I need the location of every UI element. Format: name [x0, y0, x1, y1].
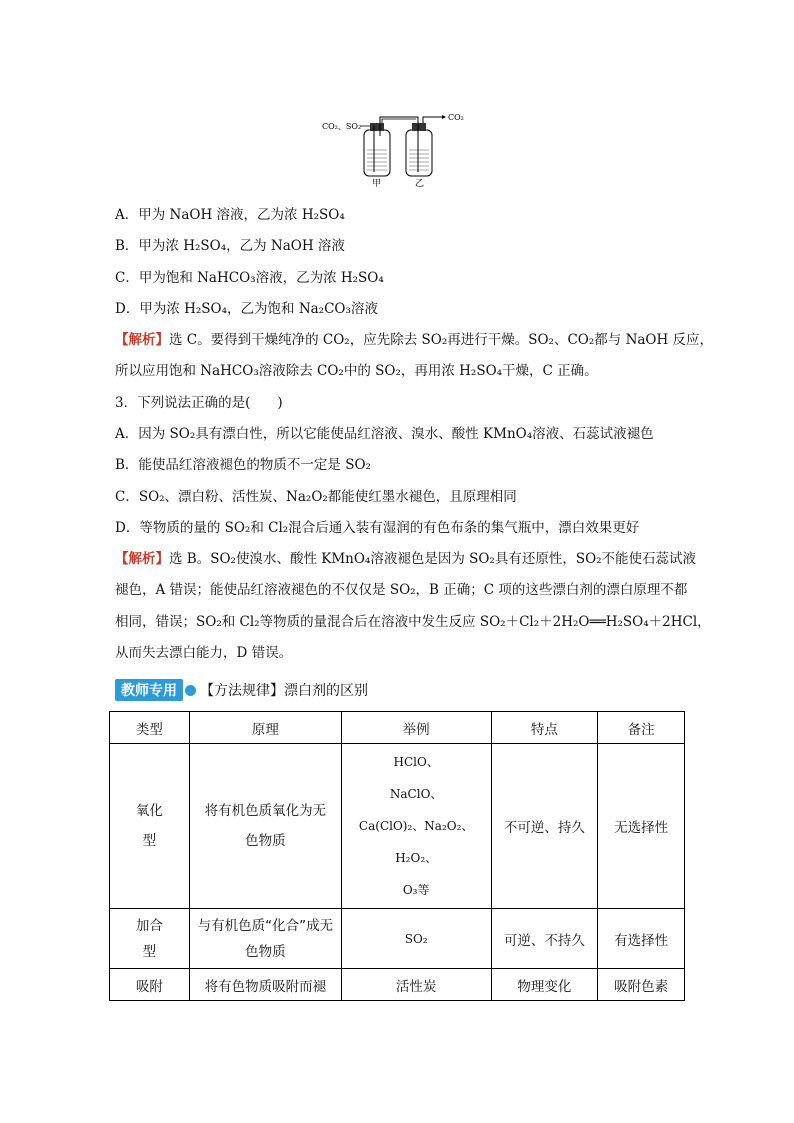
cell-principle: 与有机色质“化合”成无色物质 [189, 909, 341, 969]
q3-stem: 3．下列说法正确的是( ) [115, 395, 283, 411]
table-header-row [110, 712, 685, 744]
header-remark: 备注 [598, 712, 685, 744]
cell-principle: 将有机色质氧化为无色物质 [189, 744, 341, 909]
cell-type: 吸附 [110, 969, 190, 1001]
cell-feature: 物理变化 [491, 969, 598, 1001]
q3-analysis-line4: 从而失去漂白能力，D 错误。 [115, 645, 293, 661]
q3-option-c: C．SO₂、漂白粉、活性炭、Na₂O₂都能使红墨水褪色，且原理相同 [115, 489, 517, 505]
q3-analysis-line3: 相同，错误；SO₂和 Cl₂等物质的量混合后在溶液中发生反应 SO₂＋Cl₂＋2H₂O══H₂SO₄＋2HCl， [115, 614, 711, 630]
inlet-label: CO₂、SO₂ [322, 122, 362, 131]
teacher-note-header [115, 680, 368, 700]
q3-option-b: B．能使品红溶液褪色的物质不一定是 SO₂ [115, 457, 371, 473]
cell-remark: 无选择性 [598, 744, 685, 909]
outlet-label: CO₂ [448, 113, 464, 122]
analysis-tag: 【解析】 [115, 332, 169, 348]
q3-analysis-line2: 褪色，A 错误；能使品红溶液褪色的不仅仅是 SO₂，B 正确；C 项的这些漂白剂的漂白原理不都 [115, 582, 688, 598]
table-row [110, 909, 685, 969]
teacher-badge: 教师专用 [115, 679, 183, 701]
q3-option-a: A．因为 SO₂具有漂白性，所以它能使品红溶液、溴水、酸性 KMnO₄溶液、石蕊试液褪色 [115, 426, 654, 442]
header-type: 类型 [110, 712, 190, 744]
gas-washing-bottles-diagram [322, 108, 472, 188]
table-row [110, 744, 685, 909]
cell-feature: 可逆、不持久 [491, 909, 598, 969]
q2-option-c: C．甲为饱和 NaHCO₃溶液，乙为浓 H₂SO₄ [115, 270, 384, 286]
q3-analysis-line1: 【解析】选 B。SO₂使溴水、酸性 KMnO₄溶液褪色是因为 SO₂具有还原性，SO₂不能使石蕊试液 [115, 551, 697, 567]
q2-option-b: B．甲为浓 H₂SO₄，乙为 NaOH 溶液 [115, 238, 345, 254]
cell-feature: 不可逆、持久 [491, 744, 598, 909]
cell-principle: 将有色物质吸附而褪 [189, 969, 341, 1001]
cell-remark: 吸附色素 [598, 969, 685, 1001]
q2-option-d: D．甲为浓 H₂SO₄，乙为饱和 Na₂CO₃溶液 [115, 301, 378, 317]
bottle-jia-label: 甲 [372, 179, 382, 188]
table-row [110, 969, 685, 1001]
method-title: 【方法规律】漂白剂的区别 [200, 683, 368, 699]
cell-example: 活性炭 [341, 969, 491, 1001]
bleach-comparison-table [109, 711, 685, 1001]
cell-remark: 有选择性 [598, 909, 685, 969]
analysis-tag: 【解析】 [115, 551, 169, 567]
q2-option-a: A．甲为 NaOH 溶液，乙为浓 H₂SO₄ [115, 207, 345, 223]
cell-type: 氧化型 [110, 744, 190, 909]
header-feature: 特点 [491, 712, 598, 744]
q2-analysis-line2: 所以应用饱和 NaHCO₃溶液除去 CO₂中的 SO₂，再用浓 H₂SO₄干燥，C 正确。 [115, 363, 598, 379]
cell-type: 加合型 [110, 909, 190, 969]
q3-option-d: D．等物质的量的 SO₂和 Cl₂混合后通入装有湿润的有色布条的集气瓶中，漂白效果更好 [115, 520, 640, 536]
chevron-right-icon [185, 685, 196, 696]
cell-example: HClO、 NaClO、 Ca(ClO)₂、Na₂O₂、 H₂O₂、 O₃等 [341, 744, 491, 909]
bottle-yi-label: 乙 [415, 179, 425, 188]
header-principle: 原理 [189, 712, 341, 744]
q2-analysis-line1: 【解析】选 C。要得到干燥纯净的 CO₂，应先除去 SO₂再进行干燥。SO₂、CO₂都与 NaOH 反应， [115, 332, 714, 348]
cell-example: SO₂ [341, 909, 491, 969]
header-example: 举例 [341, 712, 491, 744]
